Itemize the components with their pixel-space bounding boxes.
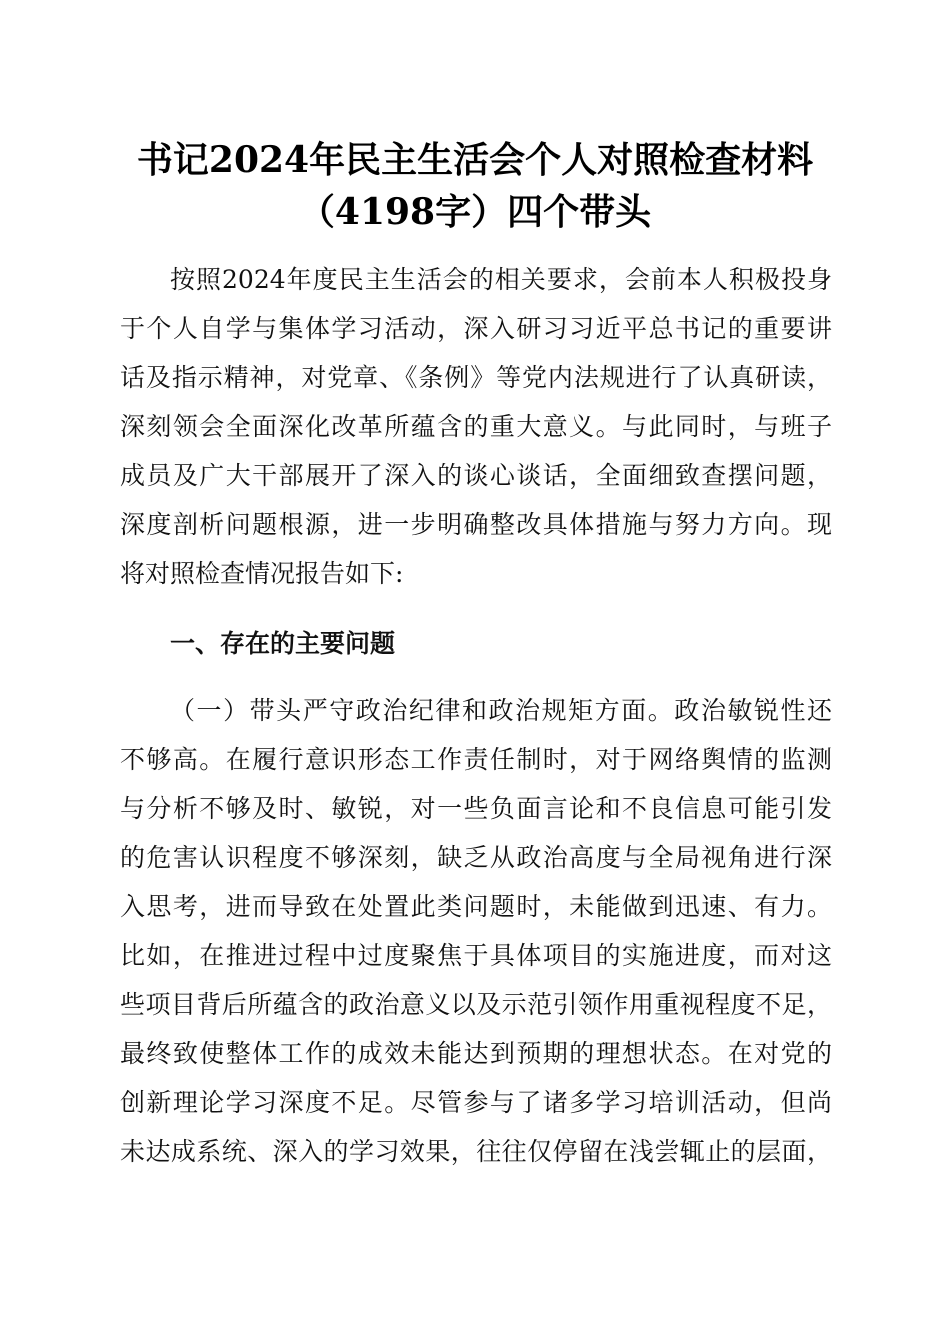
intro-line: 深度剖析问题根源，进一步明确整改具体措施与努力方向。现 bbox=[120, 510, 832, 539]
body-line: 入思考，进而导致在处置此类问题时，未能做到迅速、有力。 bbox=[120, 892, 832, 921]
body-line: （一）带头严守政治纪律和政治规矩方面。政治敏锐性还 bbox=[170, 696, 832, 725]
body-line: 最终致使整体工作的成效未能达到预期的理想状态。在对党的 bbox=[120, 1039, 832, 1068]
intro-line: 成员及广大干部展开了深入的谈心谈话，全面细致查摆问题， bbox=[120, 461, 832, 490]
body-line: 未达成系统、深入的学习效果，往往仅停留在浅尝辄止的层面， bbox=[120, 1137, 832, 1166]
body-line: 比如，在推进过程中过度聚焦于具体项目的实施进度，而对这 bbox=[120, 941, 832, 970]
body-line: 些项目背后所蕴含的政治意义以及示范引领作用重视程度不足， bbox=[120, 990, 832, 1019]
body-line: 的危害认识程度不够深刻，缺乏从政治高度与全局视角进行深 bbox=[120, 843, 832, 872]
intro-line: 于个人自学与集体学习活动，深入研习习近平总书记的重要讲 bbox=[120, 314, 832, 343]
body-line: 与分析不够及时、敏锐，对一些负面言论和不良信息可能引发 bbox=[120, 794, 832, 823]
intro-line: 话及指示精神，对党章、《条例》等党内法规进行了认真研读， bbox=[120, 363, 832, 392]
body-line: 不够高。在履行意识形态工作责任制时，对于网络舆情的监测 bbox=[120, 745, 832, 774]
section-heading: 一、存在的主要问题 bbox=[170, 629, 396, 658]
body-line: 创新理论学习深度不足。尽管参与了诸多学习培训活动，但尚 bbox=[120, 1088, 832, 1117]
intro-line: 按照2024年度民主生活会的相关要求，会前本人积极投身 bbox=[170, 265, 832, 294]
document-title-line-2: （4198字）四个带头 bbox=[298, 191, 652, 233]
document-title-line-1: 书记2024年民主生活会个人对照检查材料 bbox=[136, 139, 814, 181]
intro-line: 深刻领会全面深化改革所蕴含的重大意义。与此同时，与班子 bbox=[120, 412, 832, 441]
intro-line: 将对照检查情况报告如下: bbox=[120, 559, 404, 588]
